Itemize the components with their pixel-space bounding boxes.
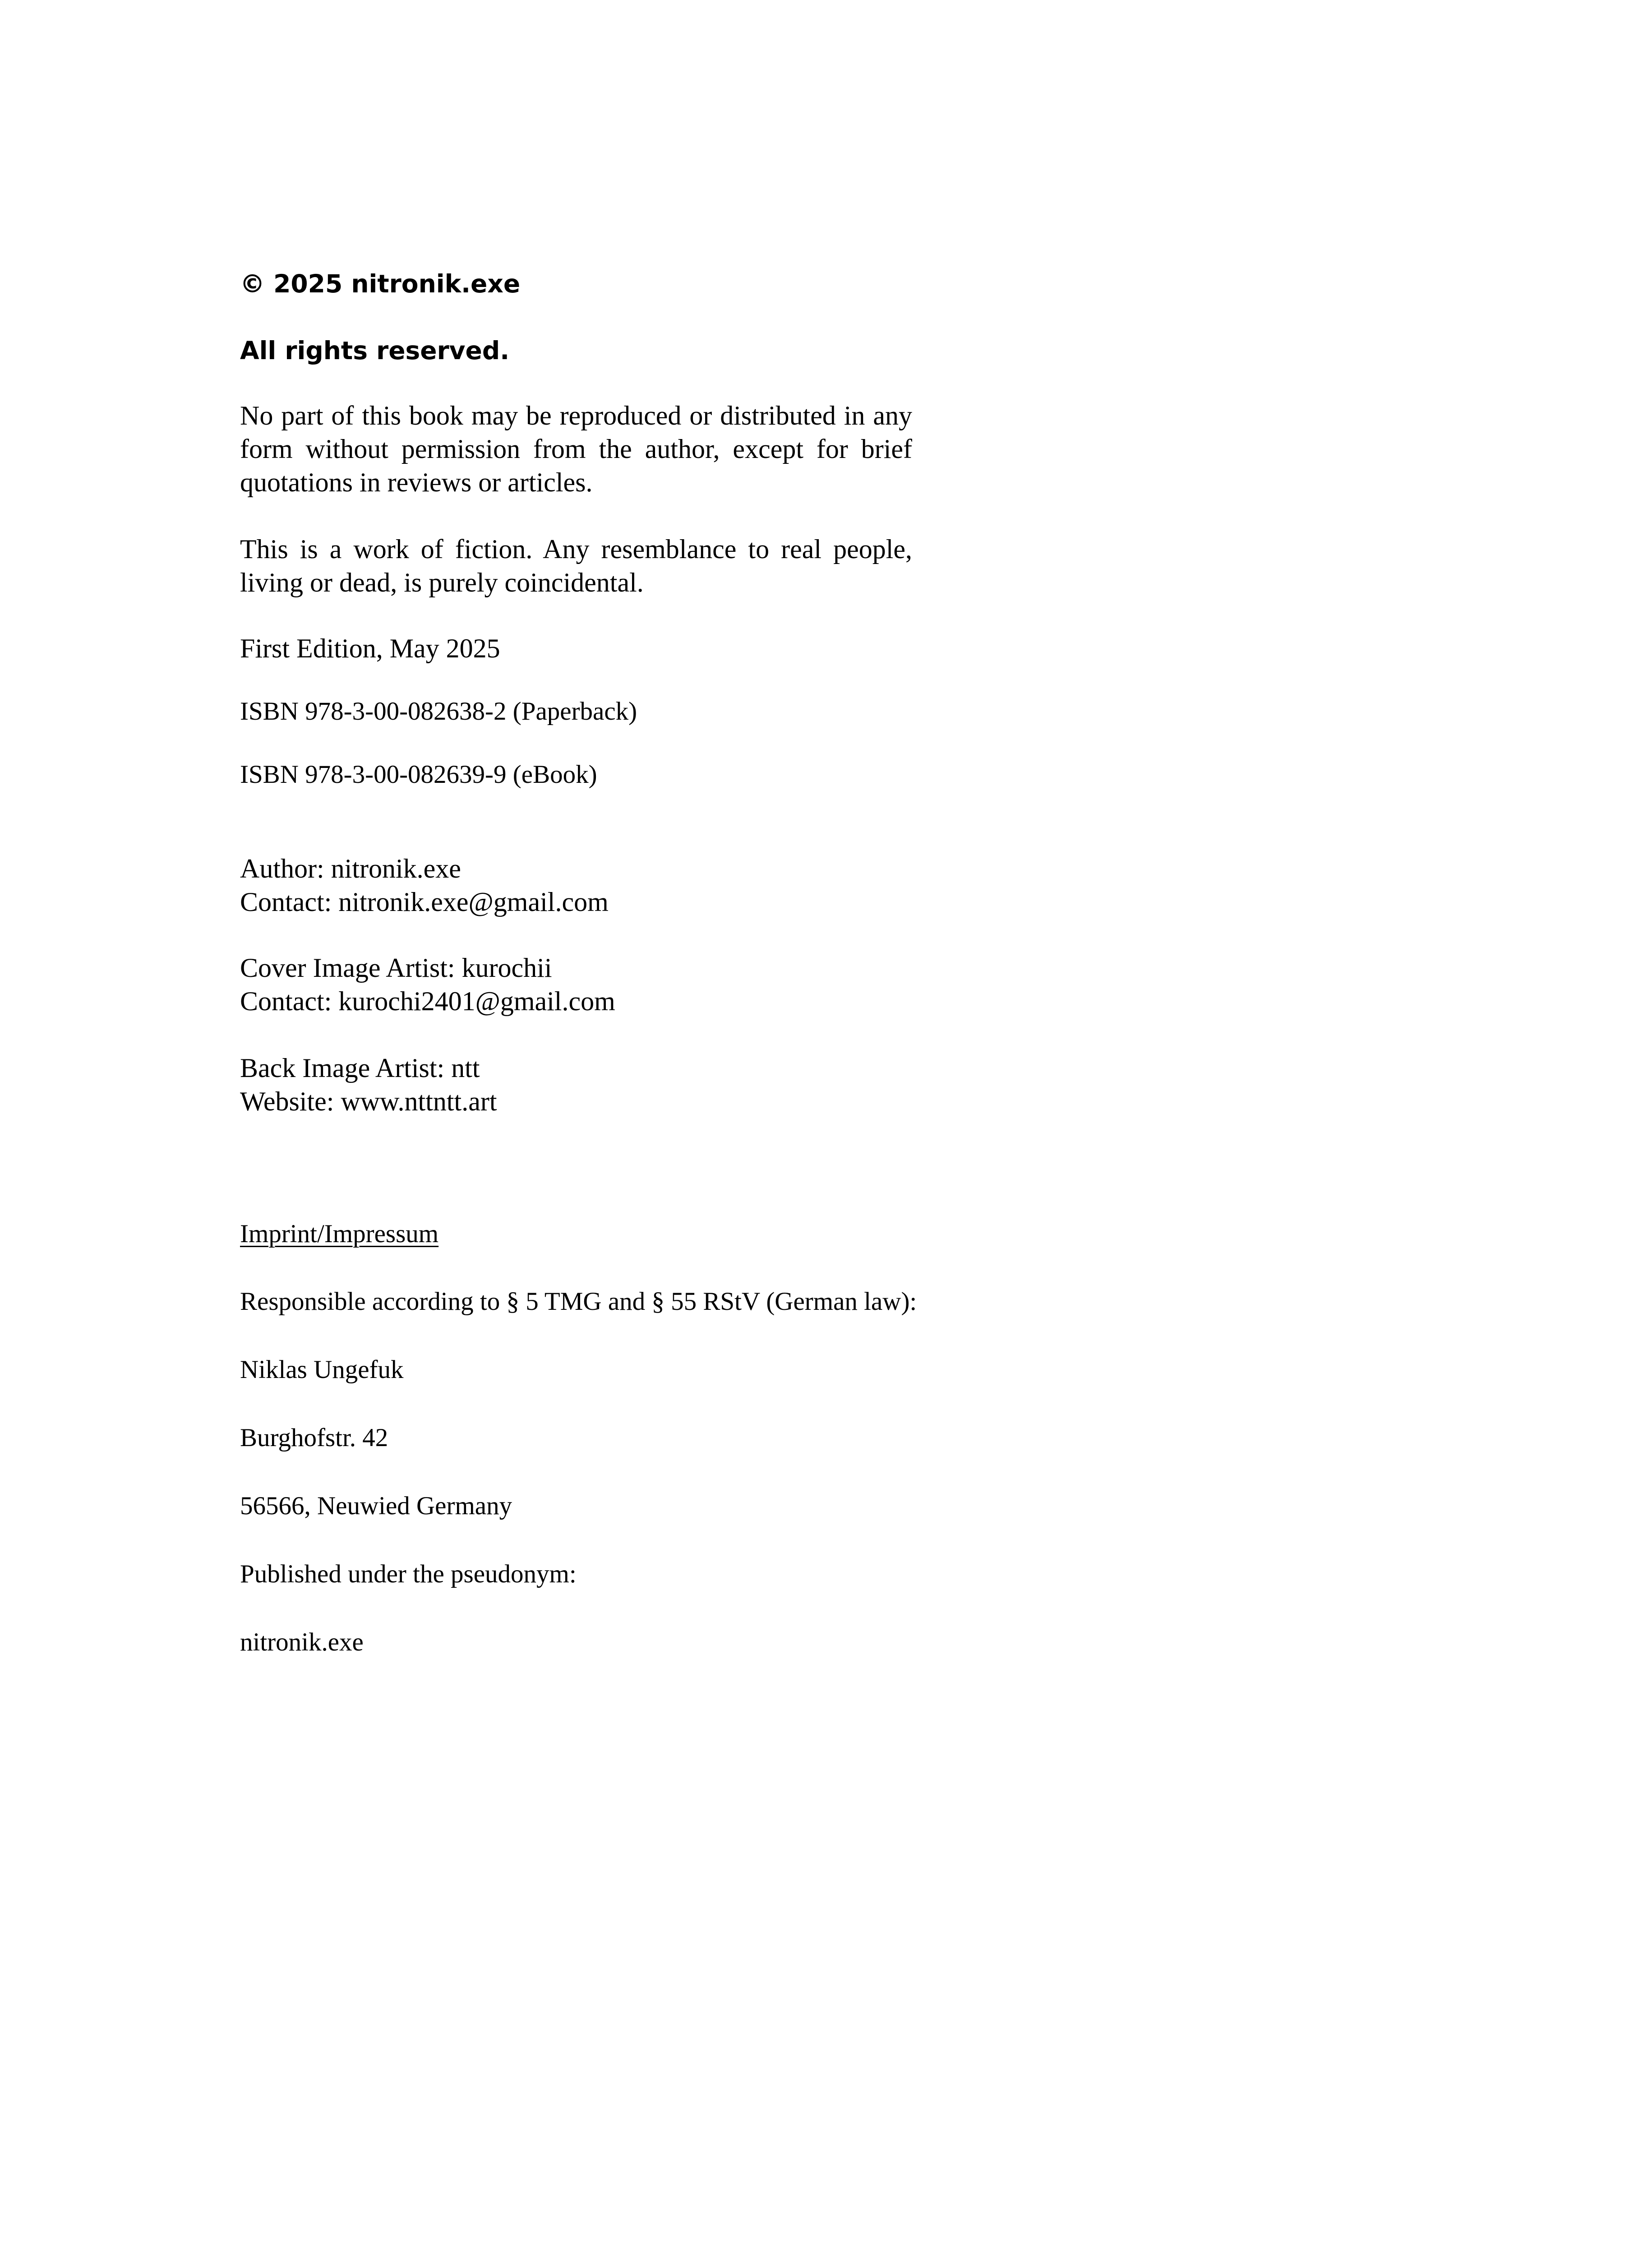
author-contact: Contact: nitronik.exe@gmail.com xyxy=(240,887,609,917)
imprint-heading: Imprint/Impressum xyxy=(240,1220,439,1248)
imprint-name: Niklas Ungefuk xyxy=(240,1355,404,1384)
imprint-pseudonym: nitronik.exe xyxy=(240,1628,364,1656)
imprint-pseudonym-label: Published under the pseudonym: xyxy=(240,1560,577,1588)
cover-artist-contact: Contact: kurochi2401@gmail.com xyxy=(240,986,615,1016)
imprint-street: Burghofstr. 42 xyxy=(240,1424,388,1452)
rights-reserved: All rights reserved. xyxy=(240,336,510,365)
copyright-line: © 2025 nitronik.exe xyxy=(240,269,521,298)
imprint-city: 56566, Neuwied Germany xyxy=(240,1492,512,1520)
isbn-ebook: ISBN 978-3-00-082639-9 (eBook) xyxy=(240,760,597,789)
author-line: Author: nitronik.exe xyxy=(240,854,461,883)
cover-artist-line: Cover Image Artist: kurochii xyxy=(240,953,552,983)
imprint-responsible: Responsible according to § 5 TMG and § 55 RStV (German law): xyxy=(240,1287,917,1316)
isbn-paperback: ISBN 978-3-00-082638-2 (Paperback) xyxy=(240,697,637,726)
back-artist-website: Website: www.nttntt.art xyxy=(240,1086,497,1116)
reproduction-notice: No part of this book may be reproduced or distributed in any form without permission from the author, except for brief quotations in reviews or articles. xyxy=(240,401,912,497)
back-artist-line: Back Image Artist: ntt xyxy=(240,1053,480,1083)
edition-line: First Edition, May 2025 xyxy=(240,633,500,663)
fiction-disclaimer: This is a work of fiction. Any resemblance to real people, living or dead, is purely coincidental. xyxy=(240,534,912,597)
